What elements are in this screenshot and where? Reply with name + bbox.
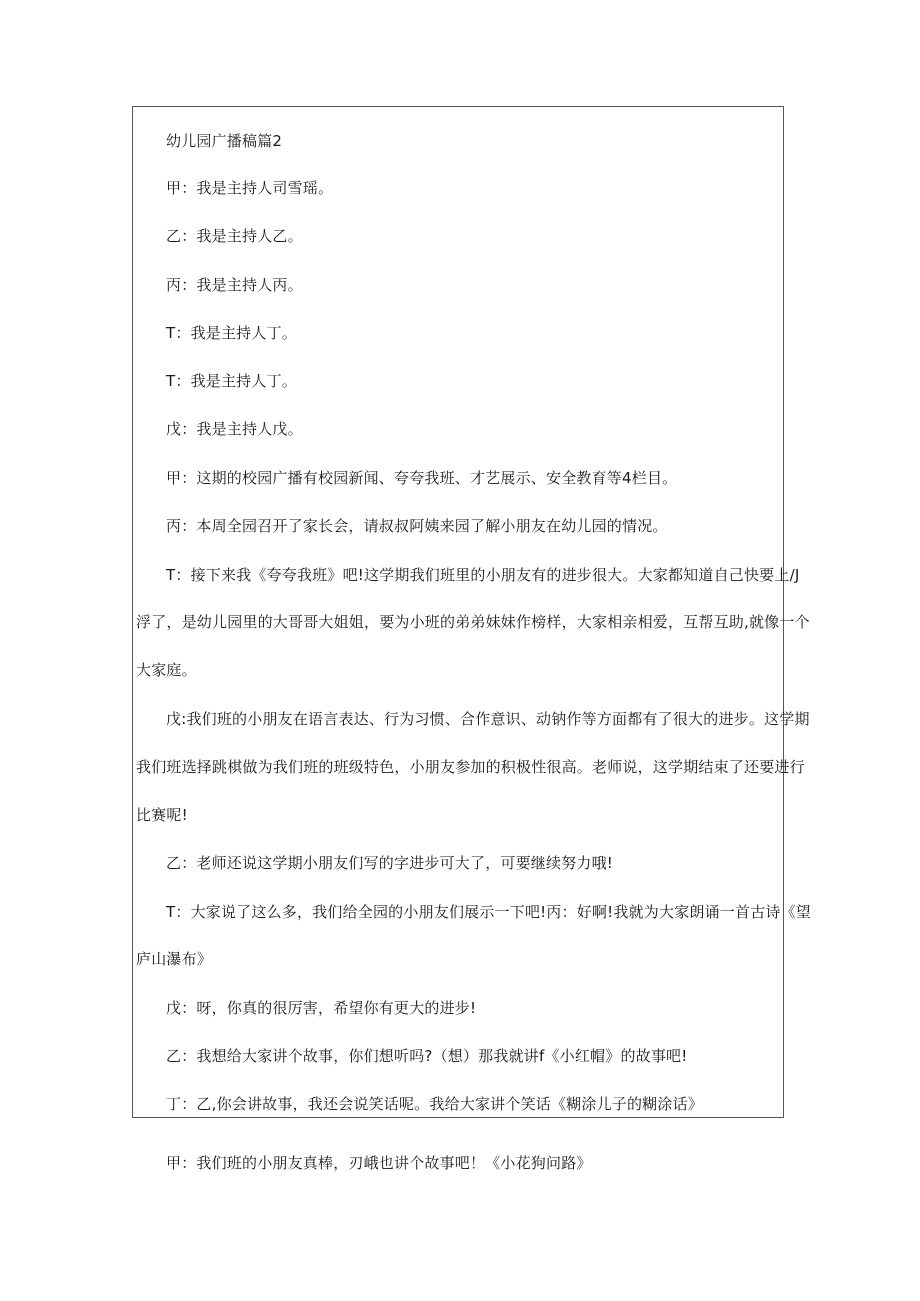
script-line: 戊：呀，你真的很厉害，希望你有更大的进步! xyxy=(166,999,477,1017)
script-line: 戊：我是主持人戊。 xyxy=(166,420,303,438)
script-line: 丙：本周全园召开了家长会，请叔叔阿姨来园了解小朋友在幼儿园的情况。 xyxy=(166,517,668,535)
script-line: T：我是主持人丁。 xyxy=(166,324,297,342)
script-line: 戊:我们班的小朋友在语言表达、行为习惯、合作意识、动钠作等方面都有了很大的进步。这学期 xyxy=(166,710,810,728)
script-line: 乙：我是主持人乙。 xyxy=(166,227,303,245)
script-line: 乙：我想给大家讲个故事，你们想听吗?（想）那我就讲f《小红帽》的故事吧! xyxy=(166,1047,688,1065)
script-line-outside-table: 甲：我们班的小朋友真棒，刃峨也讲个故事吧！《小花狗问路》 xyxy=(166,1154,592,1172)
document-title: 幼儿园广播稿篇2 xyxy=(166,132,283,150)
script-line: T：大家说了这么多，我们给全园的小朋友们展示一下吧!丙：好啊!我就为大家朗诵一首古诗《望 xyxy=(166,903,811,921)
script-line-continued: 大家庭。 xyxy=(136,661,197,679)
script-line: 甲：这期的校园广播有校园新闻、夸夸我班、才艺展示、安全教育等4栏目。 xyxy=(166,469,678,487)
script-line-continued: 比赛呢! xyxy=(136,806,188,824)
script-line: 丁：乙,你会讲故事，我还会说笑话呢。我给大家讲个笑话《糊涂儿子的糊涂话》 xyxy=(166,1095,703,1113)
script-line: T：我是主持人丁。 xyxy=(166,372,297,390)
script-line: 丙：我是主持人丙。 xyxy=(166,276,303,294)
script-line-continued: 我们班选择跳棋做为我们班的班级特色，小朋友参加的积极性很高。老师说，这学期结束了还要进行 xyxy=(136,758,805,776)
script-line: 乙：老师还说这学期小朋友们写的字进步可大了，可要继续努力哦! xyxy=(166,854,614,872)
script-line-continued: 庐山瀑布》 xyxy=(136,950,213,968)
script-line-continued: 浮了，是幼儿园里的大哥哥大姐姐，要为小班的弟弟妹妹作榜样，大家相亲相爱，互帮互助,就像一个 xyxy=(136,613,810,631)
script-line: 甲：我是主持人司雪瑶。 xyxy=(166,179,334,197)
script-line: T：接下来我《夸夸我班》吧!这学期我们班里的小朋友有的进步很大。大家都知道自己快要上/J xyxy=(166,566,800,584)
